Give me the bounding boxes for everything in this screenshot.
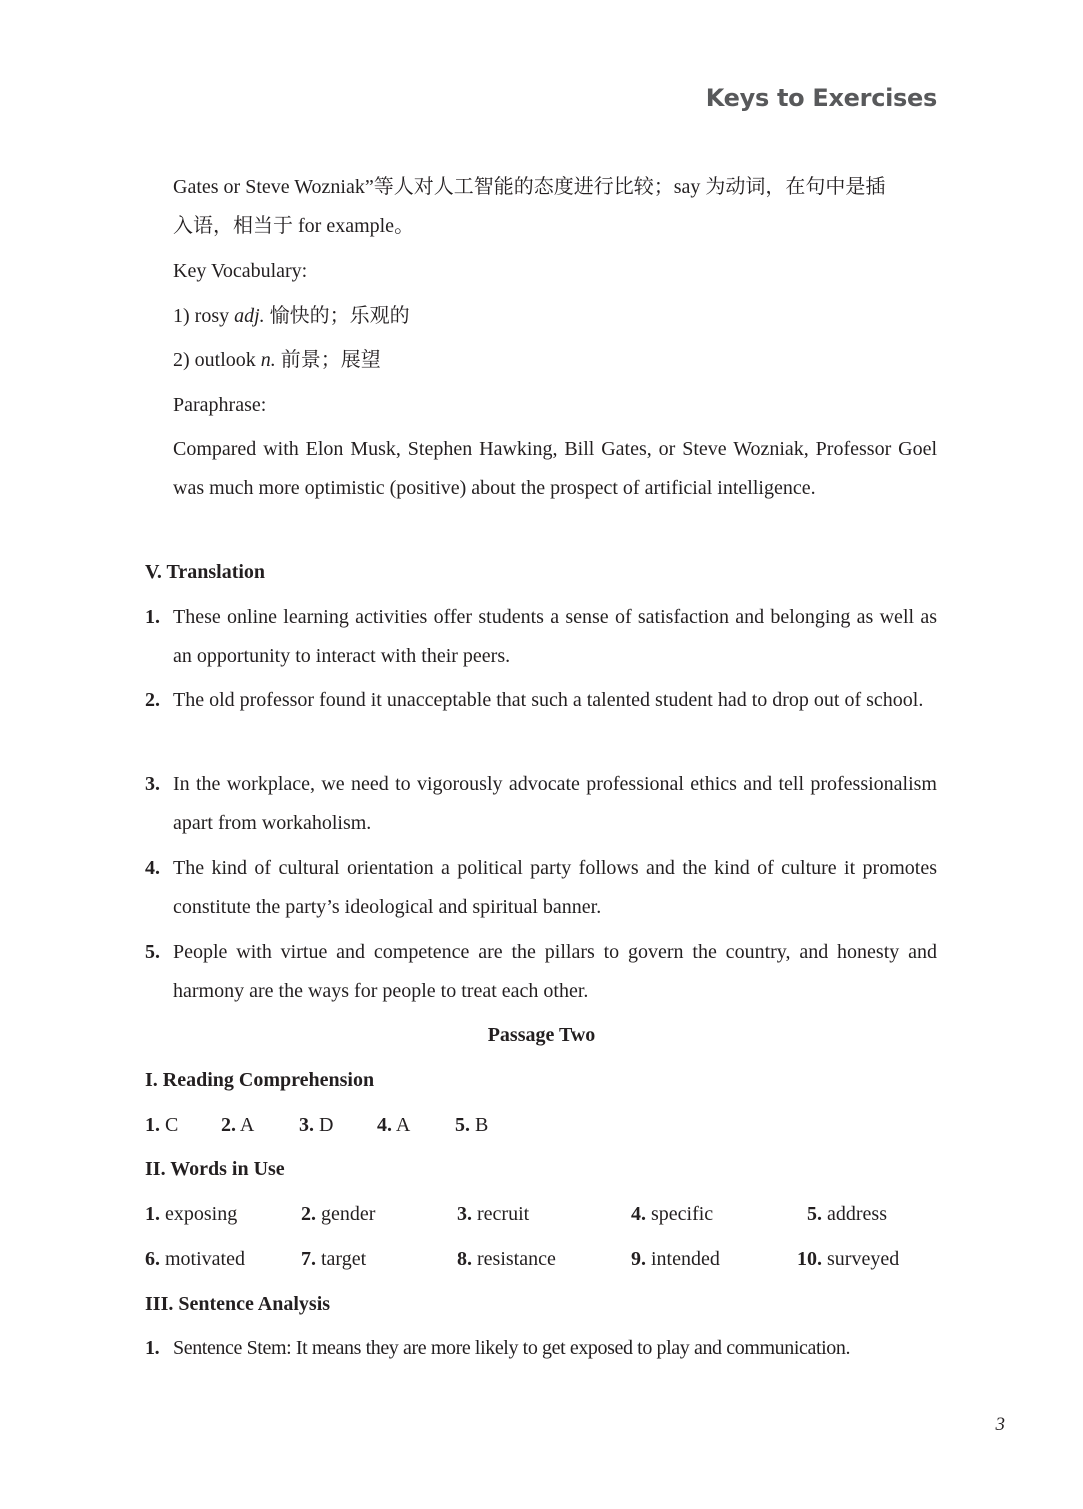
word-answer bbox=[301, 1195, 375, 1234]
answer-number: 1. bbox=[145, 1203, 160, 1225]
answer-choice: A bbox=[239, 1114, 255, 1136]
section-heading-sentence-analysis: III. Sentence Analysis bbox=[145, 1293, 331, 1315]
answer-number: 3. bbox=[457, 1203, 472, 1225]
answer-choice: B bbox=[475, 1114, 489, 1136]
item-text: In the workplace, we need to vigorously advocate professional ethics and tell professionalism apart from workaholism. bbox=[173, 773, 937, 834]
answer-word: motivated bbox=[165, 1248, 245, 1270]
answer-number: 6. bbox=[145, 1248, 160, 1270]
intro-line-1: Gates or Steve Wozniak”等人对人工智能的态度进行比较；say 为动词，在句中是插 bbox=[173, 176, 886, 198]
vocab-item bbox=[173, 341, 937, 380]
item-number: 3. bbox=[145, 773, 160, 795]
word-answer bbox=[631, 1240, 720, 1279]
answer-word: address bbox=[827, 1203, 887, 1225]
answer-word: gender bbox=[321, 1203, 376, 1225]
reading-answer bbox=[299, 1106, 333, 1145]
vocab-word: 1) rosy bbox=[173, 305, 235, 327]
item-text: The old professor found it unacceptable that such a talented student had to drop out of school. bbox=[173, 689, 924, 711]
answer-number: 5. bbox=[455, 1114, 470, 1136]
intro-line-2: 入语，相当于 for example。 bbox=[173, 215, 415, 237]
section-heading-translation: V. Translation bbox=[145, 561, 266, 583]
word-answer bbox=[797, 1240, 899, 1279]
answer-number: 2. bbox=[221, 1114, 236, 1136]
answer-choice: D bbox=[319, 1114, 334, 1136]
word-answer bbox=[301, 1240, 366, 1279]
word-answer bbox=[807, 1195, 887, 1234]
answer-choice: C bbox=[165, 1114, 179, 1136]
word-answer bbox=[457, 1195, 529, 1234]
item-number: 2. bbox=[145, 689, 160, 711]
reading-answer bbox=[221, 1106, 254, 1145]
vocab-meaning: 愉快的；乐观的 bbox=[264, 305, 410, 327]
answer-word: resistance bbox=[477, 1248, 556, 1270]
answer-word: intended bbox=[651, 1248, 720, 1270]
answer-number: 1. bbox=[145, 1114, 160, 1136]
item-text: Sentence Stem: It means they are more likely to get exposed to play and communication. bbox=[173, 1337, 851, 1359]
vocab-word: 2) outlook bbox=[173, 349, 261, 371]
reading-answer bbox=[455, 1106, 488, 1145]
word-answer bbox=[631, 1195, 713, 1234]
answer-word: recruit bbox=[477, 1203, 530, 1225]
vocab-pos: adj. bbox=[234, 305, 265, 327]
translation-item bbox=[145, 849, 937, 927]
item-number: 1. bbox=[145, 1337, 160, 1359]
answer-word: exposing bbox=[165, 1203, 238, 1225]
section-heading-words-in-use: II. Words in Use bbox=[145, 1158, 285, 1180]
translation-item bbox=[145, 933, 937, 1011]
item-text: The kind of cultural orientation a political party follows and the kind of culture it promotes constitute the party’s ideological and spiritual banner. bbox=[173, 857, 937, 918]
paraphrase-text: Compared with Elon Musk, Stephen Hawking, Bill Gates, or Steve Wozniak, Professor Goel was much more optimistic (positive) about the prospect of artificial intelligence. bbox=[173, 438, 937, 499]
vocab-pos: n. bbox=[260, 349, 276, 371]
sentence-analysis-item bbox=[145, 1329, 937, 1368]
answer-number: 2. bbox=[301, 1203, 316, 1225]
item-text: People with virtue and competence are the pillars to govern the country, and honesty and harmony are the ways for people to treat each other. bbox=[173, 941, 937, 1002]
answer-number: 7. bbox=[301, 1248, 316, 1270]
item-text: These online learning activities offer students a sense of satisfaction and belonging as well as an opportunity to interact with their peers. bbox=[173, 606, 937, 667]
reading-answer bbox=[377, 1106, 410, 1145]
key-vocabulary-label: Key Vocabulary: bbox=[173, 260, 308, 282]
running-header-title: Keys to Exercises bbox=[705, 84, 937, 112]
answer-number: 4. bbox=[377, 1114, 392, 1136]
answer-number: 10. bbox=[797, 1248, 822, 1270]
paraphrase-label: Paraphrase: bbox=[173, 394, 267, 416]
answer-word: surveyed bbox=[827, 1248, 900, 1270]
word-answer bbox=[145, 1240, 245, 1279]
reading-answer bbox=[145, 1106, 178, 1145]
answer-number: 4. bbox=[631, 1203, 646, 1225]
item-number: 4. bbox=[145, 857, 160, 879]
answer-number: 8. bbox=[457, 1248, 472, 1270]
answer-number: 3. bbox=[299, 1114, 314, 1136]
vocab-meaning: 前景；展望 bbox=[275, 349, 381, 371]
word-answer bbox=[457, 1240, 556, 1279]
answer-number: 9. bbox=[631, 1248, 646, 1270]
answer-word: specific bbox=[651, 1203, 714, 1225]
item-number: 1. bbox=[145, 606, 160, 628]
passage-title: Passage Two bbox=[487, 1024, 596, 1046]
word-answer bbox=[145, 1195, 237, 1234]
answer-word: target bbox=[321, 1248, 367, 1270]
item-number: 5. bbox=[145, 941, 160, 963]
section-heading-reading: I. Reading Comprehension bbox=[145, 1069, 375, 1091]
answer-choice: A bbox=[395, 1114, 411, 1136]
translation-item bbox=[145, 681, 937, 720]
translation-item bbox=[145, 598, 937, 676]
translation-item bbox=[145, 765, 937, 843]
vocab-item bbox=[173, 297, 937, 336]
page-number: 3 bbox=[995, 1414, 1005, 1435]
answer-number: 5. bbox=[807, 1203, 822, 1225]
